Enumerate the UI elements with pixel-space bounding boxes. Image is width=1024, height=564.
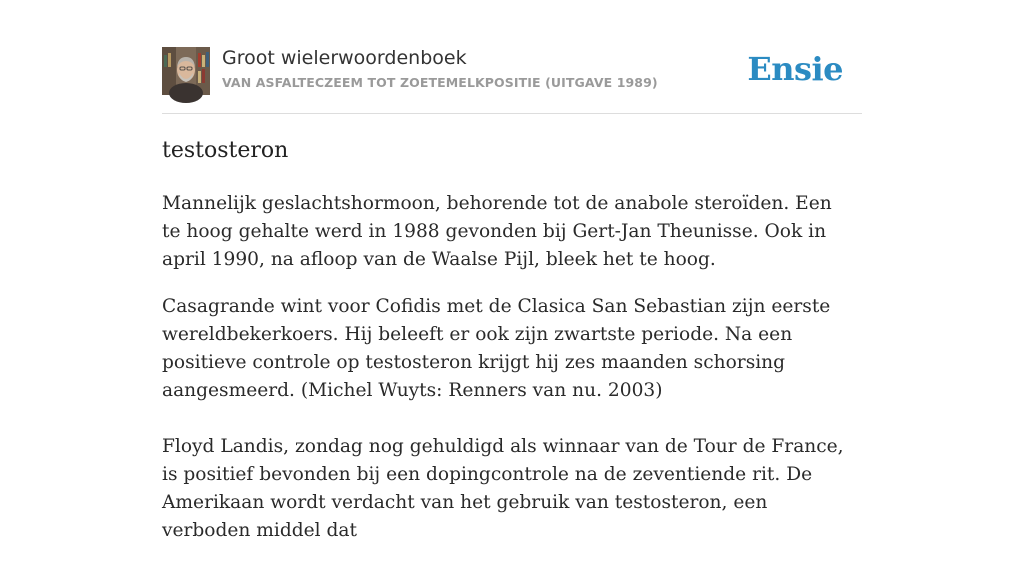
- author-avatar[interactable]: [162, 47, 210, 95]
- header-divider: [162, 113, 862, 114]
- entry-content: [162, 190, 852, 564]
- ensie-logo[interactable]: Ensie: [747, 50, 843, 88]
- source-title[interactable]: Groot wielerwoordenboek: [222, 47, 467, 69]
- entry-paragraph: Casagrande wint voor Cofidis met de Clasica San Sebastian zijn eerste wereldbekerkoers. Hij beleeft er ook zijn zwartste periode. Na een positieve controle op testosteron krijgt hij zes maanden schorsing aangesmeerd. (Michel Wuyts: Renners van nu. 2003): [162, 296, 831, 401]
- source-subtitle: VAN ASFALTECZEEM TOT ZOETEMELKPOSITIE (UITGAVE 1989): [222, 75, 658, 90]
- entry-paragraph: Mannelijk geslachtshormoon, behorende tot de anabole steroïden. Een te hoog gehalte werd in 1988 gevonden bij Gert-Jan Theunisse. Ook in april 1990, na afloop van de Waalse Pijl, bleek het te hoog.: [162, 193, 832, 270]
- entry-term: testosteron: [162, 138, 289, 163]
- entry-paragraph: Floyd Landis, zondag nog gehuldigd als winnaar van de Tour de France, is positief bevonden bij een dopingcontrole na de zeventiende rit. De Amerikaan wordt verdacht van het gebruik van testosteron, een verboden middel dat: [162, 436, 844, 541]
- page: [162, 0, 862, 541]
- author-portrait-icon: [162, 47, 210, 95]
- header: [162, 46, 862, 96]
